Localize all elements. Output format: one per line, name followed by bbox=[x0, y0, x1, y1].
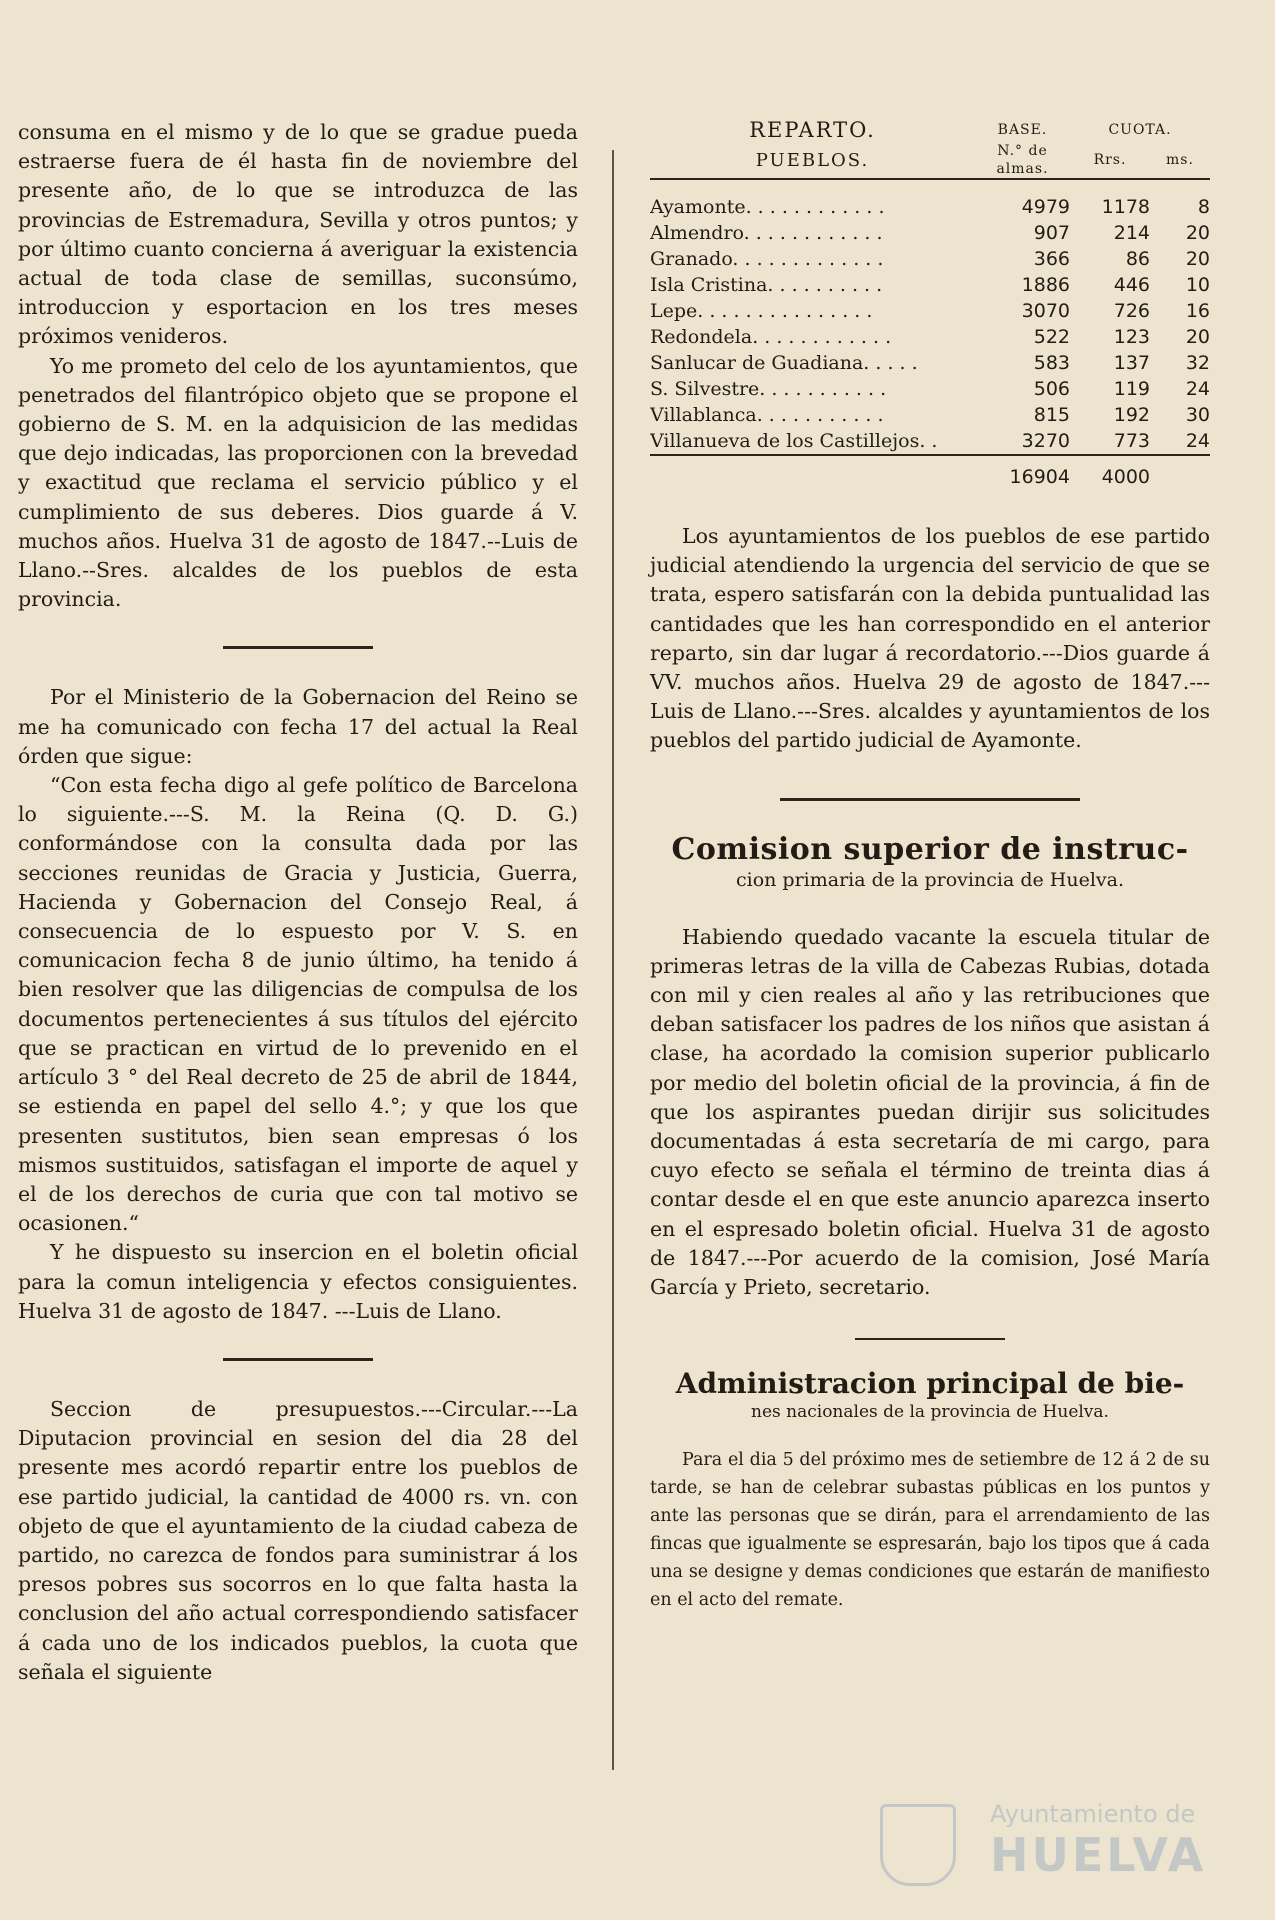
table-row: Lepe. . . . . . . . . . . . . . . 3070 726 16 bbox=[650, 300, 1210, 322]
header-cuota: CUOTA. bbox=[1108, 122, 1172, 138]
shield-icon bbox=[880, 1804, 956, 1886]
header-almas: N.° de almas. bbox=[996, 143, 1049, 177]
section-divider bbox=[223, 646, 373, 649]
comision-heading: Comision superior de instruc- bbox=[671, 831, 1189, 867]
administracion-body bbox=[650, 1446, 1210, 1614]
table-row: Villablanca. . . . . . . . . . . 815 192 30 bbox=[650, 404, 1210, 426]
watermark-line1: Ayuntamiento de bbox=[990, 1800, 1196, 1828]
section-divider bbox=[855, 1338, 1005, 1340]
watermark-logo bbox=[880, 1798, 1210, 1888]
paragraph: Para el dia 5 del próximo mes de setiembre de 12 á 2 de su tarde, se han de celebrar subastas públicas en los puntos y ante las personas que se dirán, para el arrendamiento de las fincas que igualmente se espresarán, bajo los tipos que á cada una se designe y demas condiciones que estarán de manifiesto en el acto del remate. bbox=[650, 1450, 1210, 1611]
watermark-line2: HUELVA bbox=[990, 1828, 1207, 1882]
paragraph: Los ayuntamientos de los pueblos de ese partido judicial atendiendo la urgencia del servicio de que se trata, espero satisfarán con la debida puntualidad las cantidades que les han correspondido en el anterior reparto, sin dar lugar á recordatorio.---Dios guarde á VV. muchos años. Huelva 29 de agosto de 1847.---Luis de Llano.---Sres. alcaldes y ayuntamientos de los pueblos del partido judicial de Ayamonte. bbox=[650, 524, 1210, 753]
left-column bbox=[18, 118, 578, 1687]
paragraph: Por el Ministerio de la Gobernacion del Reino se me ha comunicado con fecha 17 del actual la Real órden que sigue: bbox=[18, 685, 578, 768]
table-row: Villanueva de los Castillejos. . 3270 773 24 bbox=[650, 430, 1210, 452]
administracion-heading: Administracion principal de bie- bbox=[675, 1367, 1185, 1401]
table-row: Almendro. . . . . . . . . . . . 907 214 20 bbox=[650, 222, 1210, 244]
paragraph: Seccion de presupuestos.---Circular.---La Diputacion provincial en sesion del dia 28 del presente mes acordó repartir entre los pueblos de ese partido judicial, la cantidad de 4000 rs. vn. con objeto de que el ayuntamiento de la ciudad cabeza de partido, no carezca de fondos para suministrar á los presos pobres sus socorros en lo que falta hasta la conclusion del año actual correspondiendo satisfacer á cada uno de los indicados pueblos, la cuota que señala el siguiente bbox=[18, 1396, 578, 1684]
section-divider bbox=[780, 798, 1080, 801]
totals-row bbox=[650, 455, 1210, 488]
total-base: 16904 bbox=[975, 455, 1070, 488]
comision-subheading: cion primaria de la provincia de Huelva. bbox=[735, 868, 1124, 891]
paragraph: Yo me prometo del celo de los ayuntamientos, que penetrados del filantrópico objeto que se propone el gobierno de S. M. en la adquisicion de las medidas que dejo indicadas, las proporcionen con la brevedad y exactitud que reclama el servicio público y el cumplimiento de sus deberes. Dios guarde á V. muchos años. Huelva 31 de agosto de 1847.--Luis de Llano.--Sres. alcaldes de los pueblos de esta provincia. bbox=[18, 353, 578, 612]
table-row: Sanlucar de Guadiana. . . . . 583 137 32 bbox=[650, 352, 1210, 374]
paragraph: Y he dispuesto su insercion en el boletin oficial para la comun inteligencia y efectos consiguientes. Huelva 31 de agosto de 1847. ---Luis de Llano. bbox=[18, 1240, 578, 1323]
table-title: REPARTO. bbox=[749, 118, 876, 142]
header-pueblos: PUEBLOS. bbox=[755, 149, 870, 171]
right-column bbox=[650, 118, 1210, 1614]
table-row: Redondela. . . . . . . . . . . . 522 123 20 bbox=[650, 326, 1210, 348]
column-rule bbox=[612, 150, 614, 1770]
table-row: Granado. . . . . . . . . . . . . 366 86 20 bbox=[650, 248, 1210, 270]
paragraph: consuma en el mismo y de lo que se gradue pueda estraerse fuera de él hasta fin de noviembre del presente año, de lo que se introduzca de las provincias de Estremadura, Sevilla y otros puntos; y por último cuanto concierna á averiguar la existencia actual de toda clase de semillas, suconsúmo, introduccion y esportacion en los tres meses próximos venideros. bbox=[18, 120, 578, 349]
header-ms: ms. bbox=[1166, 152, 1194, 168]
table-row: Ayamonte. . . . . . . . . . . . 4979 1178 8 bbox=[650, 196, 1210, 218]
paragraph: Habiendo quedado vacante la escuela titular de primeras letras de la villa de Cabezas Rubias, dotada con mil y cien reales al año y las retribuciones que deban satisfacer los padres de los niños que asistan á clase, ha acordado la comision superior publicarlo por medio del boletin oficial de la provincia, á fin de que los aspirantes puedan dirijir sus solicitudes documentadas á esta secretaría de mi cargo, para cuyo efecto se señala el término de treinta dias á contar desde el en que este anuncio aparezca inserto en el espresado boletin oficial. Huelva 31 de agosto de 1847.---Por acuerdo de la comision, José María García y Prieto, secretario. bbox=[650, 924, 1210, 1300]
reparto-table bbox=[650, 118, 1210, 488]
table-row: Isla Cristina. . . . . . . . . . 1886 446 10 bbox=[650, 274, 1210, 296]
header-base: BASE. bbox=[997, 122, 1048, 138]
header-rrs: Rrs. bbox=[1093, 152, 1127, 168]
administracion-subheading: nes nacionales de la provincia de Huelva. bbox=[751, 1402, 1109, 1423]
section-divider bbox=[223, 1358, 373, 1361]
total-rrs: 4000 bbox=[1070, 455, 1150, 488]
paragraph: “Con esta fecha digo al gefe político de Barcelona lo siguiente.---S. M. la Reina (Q. D. G.) conformándose con la consulta dada por las secciones reunidas de Gracia y Justicia, Guerra, Hacienda y Gobernacion del Consejo Real, á consecuencia de lo espuesto por V. S. en comunicacion fecha 8 de junio último, ha tenido á bien resolver que las diligencias de compulsa de los documentos pertenecientes á sus títulos del ejército que se practican en virtud de lo prevenido en el artículo 3 ° del Real decreto de 25 de abril de 1844, se estienda en papel del sello 4.°; y que los que presenten sustitutos, bien sean empresas ó los mismos sustituidos, satisfagan el importe de aquel y el de los derechos de curia que con tal motivo se ocasionen.“ bbox=[18, 773, 578, 1236]
table-row: S. Silvestre. . . . . . . . . . . 506 119 24 bbox=[650, 378, 1210, 400]
